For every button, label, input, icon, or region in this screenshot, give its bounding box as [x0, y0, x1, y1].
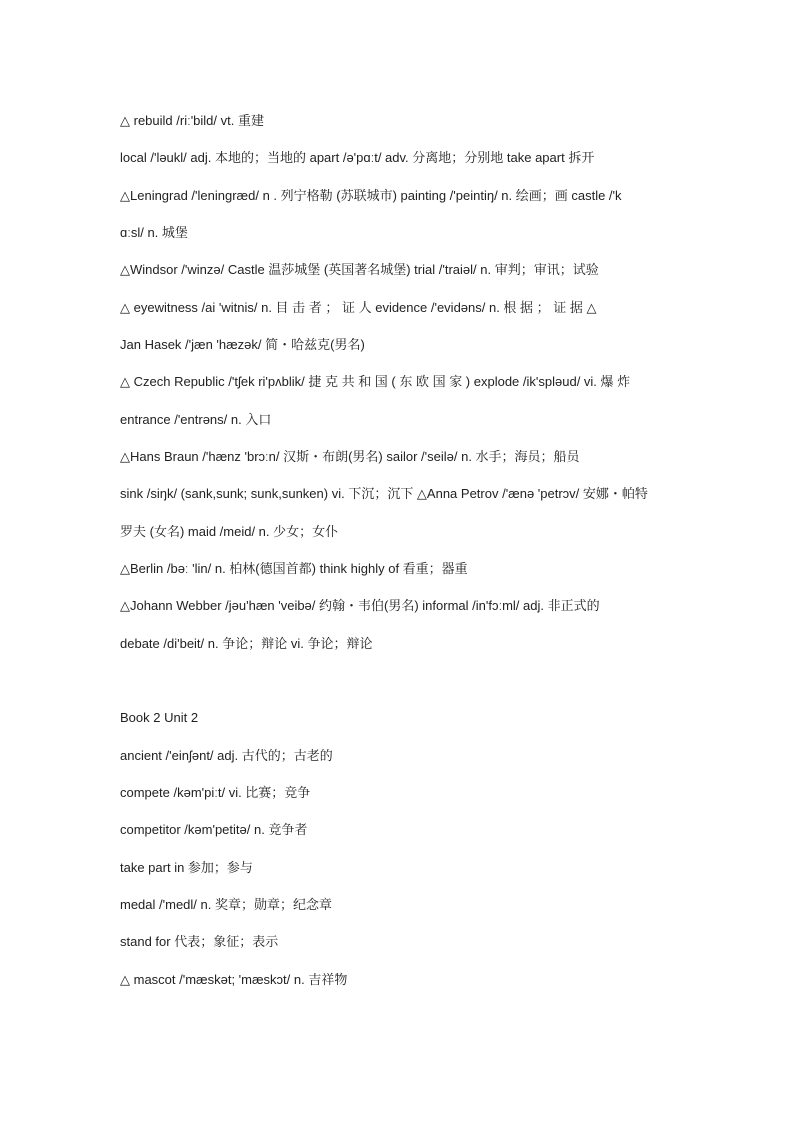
vocab-line-rebuild: △ rebuild /riː'bild/ vt. 重建: [120, 113, 264, 128]
vocab-line-ancient: ancient /'einʃənt/ adj. 古代的；古老的: [120, 748, 333, 763]
vocab-line-leningrad: △Leningrad /'leningræd/ n . 列宁格勒 (苏联城市) painting /'peintiŋ/ n. 绘画；画 castle /'k: [120, 188, 622, 203]
vocab-line-debate: debate /di'beit/ n. 争论；辩论 vi. 争论；辩论: [120, 636, 373, 651]
vocab-line-mascot: △ mascot /'mæskət; 'mæskɔt/ n. 吉祥物: [120, 972, 348, 987]
vocab-line-czech: △ Czech Republic /'tʃek ri'pʌblik/ 捷 克 共 和 国 ( 东 欧 国 家 ) explode /ik'spləud/ vi. 爆 炸: [120, 374, 631, 389]
vocab-line-medal: medal /'medl/ n. 奖章；勋章；纪念章: [120, 897, 332, 912]
vocab-line-competitor: competitor /kəm'petitə/ n. 竞争者: [120, 822, 308, 837]
vocab-line-eyewitness: △ eyewitness /ai 'witnis/ n. 目 击 者 ； 证 人 evidence /'evidəns/ n. 根 据 ； 证 据 △: [120, 300, 597, 315]
vocab-line-take-part-in: take part in 参加；参与: [120, 860, 253, 875]
vocab-line-jan-hasek: Jan Hasek /'jæn 'hæzək/ 简・哈兹克(男名): [120, 337, 365, 352]
section-heading: Book 2 Unit 2: [120, 710, 199, 725]
vocab-line-entrance: entrance /'entrəns/ n. 入口: [120, 412, 272, 427]
vocab-line-windsor: △Windsor /'winzə/ Castle 温莎城堡 (英国著名城堡) trial /'traiəl/ n. 审判；审讯；试验: [120, 262, 599, 277]
vocab-line-sink: sink /siŋk/ (sank,sunk; sunk,sunken) vi. 下沉；沉下 △Anna Petrov /'ænə 'petrɔv/ 安娜・帕特: [120, 486, 648, 501]
vocab-line-berlin: △Berlin /bəː 'lin/ n. 柏林(德国首都) think highly of 看重；器重: [120, 561, 468, 576]
vocab-line-compete: compete /kəm'piːt/ vi. 比赛；竞争: [120, 785, 311, 800]
vocab-line-maid: 罗夫 (女名) maid /meid/ n. 少女；女仆: [120, 524, 339, 539]
vocab-line-hans-braun: △Hans Braun /'hænz 'brɔːn/ 汉斯・布朗(男名) sailor /'seilə/ n. 水手；海员；船员: [120, 449, 580, 464]
vocab-line-stand-for: stand for 代表；象征；表示: [120, 934, 279, 949]
vocab-line-local: local /'ləukl/ adj. 本地的；当地的 apart /ə'pɑːt/ adv. 分离地；分别地 take apart 拆开: [120, 150, 595, 165]
vocab-line-castle-cont: ɑːsl/ n. 城堡: [120, 225, 188, 240]
vocab-line-johann: △Johann Webber /jəu'hæn 'veibə/ 约翰・韦伯(男名) informal /in'fɔːml/ adj. 非正式的: [120, 598, 600, 613]
